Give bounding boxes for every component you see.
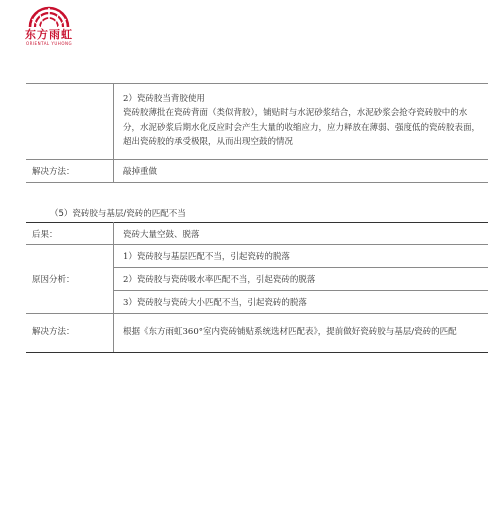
table-row (26, 160, 488, 183)
analysis-item: 2）瓷砖胶与瓷砖吸水率匹配不当，引起瓷砖的脱落 (114, 268, 489, 291)
solution-value: 根据《东方雨虹360°室内瓷砖铺贴系统选材匹配表》，提前做好瓷砖胶与基层/瓷砖的匹配 (114, 314, 489, 353)
matching-problem-table (26, 222, 488, 353)
table-row (26, 223, 488, 245)
cause-body: 瓷砖胶薄批在瓷砖背面（类似背胶），铺贴时与水泥砂浆结合，水泥砂浆会抢夺瓷砖胶中的水分，水泥砂浆后期水化反应时会产生大量的收缩应力，应力释放在薄弱、强度低的瓷砖胶表面，超出瓷砖胶的承受极限，从而出现空鼓的情况 (123, 108, 481, 147)
analysis-label: 原因分析： (26, 245, 114, 314)
solution-label: 解决方法： (26, 314, 114, 353)
bubbling-cause-table (26, 83, 488, 183)
section-title: （5）瓷砖胶与基层/瓷砖的匹配不当 (50, 209, 186, 219)
solution-label: 解决方法： (26, 160, 114, 183)
brand-logo (19, 6, 79, 46)
cause-heading: 2）瓷砖胶当背胶使用 (123, 93, 205, 104)
rainbow-logo-icon (27, 6, 71, 28)
logo-brand-en: ORIENTAL YUHONG (25, 41, 73, 46)
row-label (26, 84, 114, 160)
solution-value: 敲掉重做 (114, 160, 489, 183)
analysis-item: 1）瓷砖胶与基层匹配不当，引起瓷砖的脱落 (114, 245, 489, 268)
logo-brand-cn: 东方雨虹 (25, 28, 73, 41)
row-value (114, 84, 489, 160)
table-row (26, 84, 488, 160)
analysis-item: 3）瓷砖胶与瓷砖大小匹配不当，引起瓷砖的脱落 (114, 291, 489, 314)
consequence-value: 瓷砖大量空鼓、脱落 (114, 223, 489, 245)
consequence-label: 后果： (26, 223, 114, 245)
table-row (26, 245, 488, 268)
table-row (26, 314, 488, 353)
